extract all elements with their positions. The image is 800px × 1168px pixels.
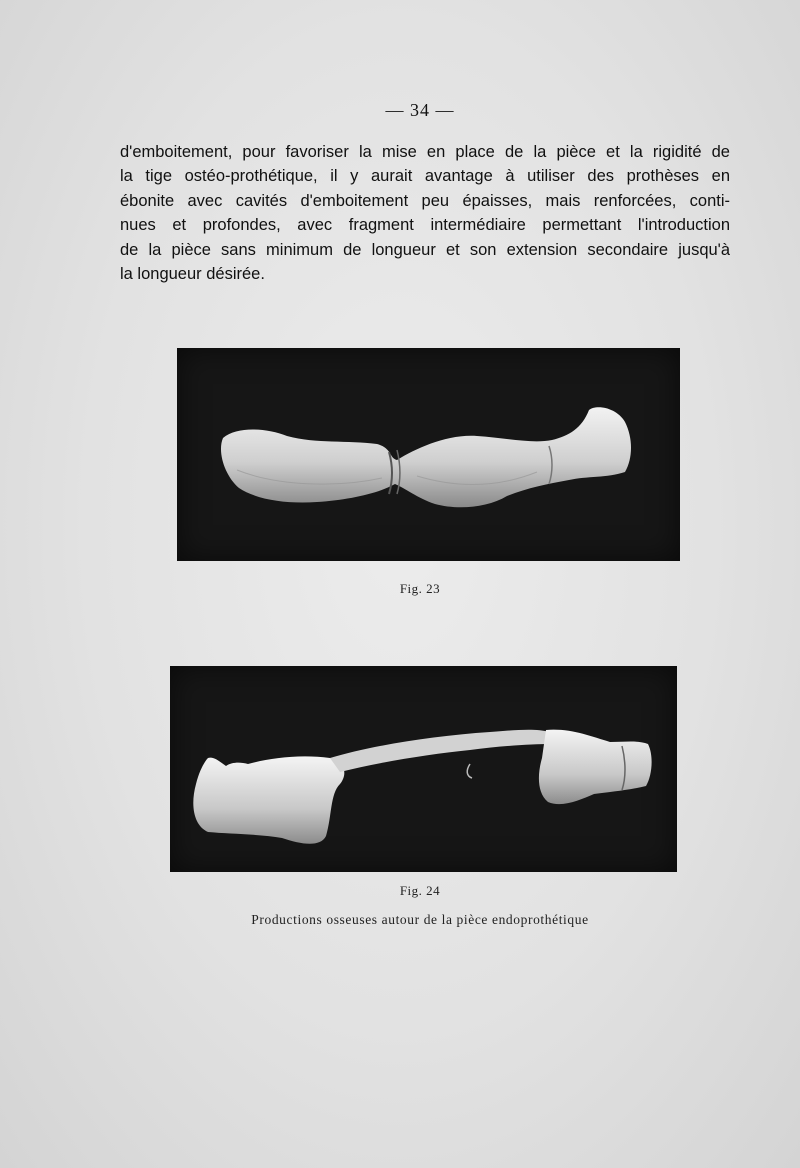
figure-23-photo (177, 348, 680, 561)
figure-23-caption: Fig. 23 (399, 581, 441, 596)
paragraph-line: ébonite avec cavités d'emboitement peu épaisses, mais renforcées, conti- (120, 191, 730, 210)
body-paragraph (120, 140, 730, 286)
paragraph-line: nues et profondes, avec fragment intermédiaire permettant l'introduction (120, 216, 730, 235)
figure-24-description: Productions osseuses autour de la pièce endoprothétique (251, 912, 589, 927)
figure-24-caption: Fig. 24 (399, 883, 441, 898)
paragraph-line: la longueur désirée. (120, 265, 265, 284)
paragraph-line: la tige ostéo-prothétique, il y aurait avantage à utiliser des prothèses en (120, 167, 730, 186)
page-number: — 34 — (385, 100, 455, 120)
figure-24-photo (170, 666, 677, 872)
paragraph-line: d'emboitement, pour favoriser la mise en place de la pièce et la rigidité de (120, 143, 730, 161)
bone-specimen-image (177, 348, 680, 561)
paragraph-line: de la pièce sans minimum de longueur et son extension secondaire jusqu'à (120, 240, 730, 259)
endoprosthesis-specimen-image (170, 666, 677, 872)
